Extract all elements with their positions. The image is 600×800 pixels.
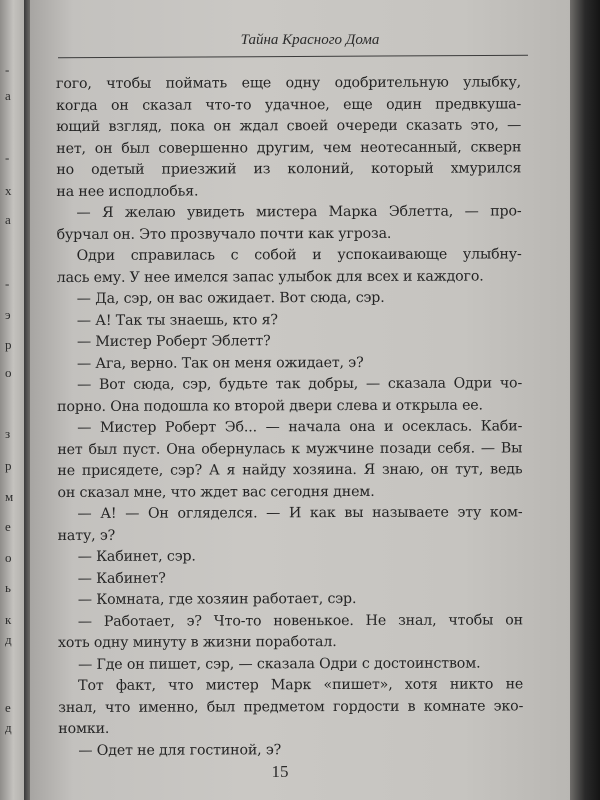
- text-line: — Где он пишет, сэр, — сказала Одри с достоинством.: [78, 655, 481, 673]
- text-line: — Комната, где хозяин работает, сэр.: [77, 590, 357, 608]
- facing-page-fragment: з: [5, 426, 11, 441]
- facing-page-fragment: -: [5, 276, 10, 291]
- text-line: знал, что именно, был предметом гордости в комнате эко-: [58, 697, 524, 716]
- facing-page-fragment: -: [5, 150, 10, 165]
- facing-page-fragment: а: [5, 212, 11, 227]
- facing-page-fragment: р: [5, 337, 12, 352]
- text-line: — Мистер Роберт Эб... — начала она и осеклась. Каби-: [77, 418, 523, 436]
- right-page-edge: [570, 0, 600, 800]
- text-line: Тот факт, что мистер Марк «пишет», хотя никто не: [78, 676, 524, 694]
- page-body-text: [56, 72, 523, 762]
- text-line: — Кабинет?: [77, 570, 166, 587]
- book-page: [30, 0, 570, 800]
- text-line: Одри справилась с собой и успокаивающе улыбну-: [76, 246, 522, 264]
- text-line: — Одет не для гостиной, э?: [78, 741, 282, 759]
- text-line: — Мистер Роберт Эблетт?: [76, 333, 271, 350]
- text-line: — Кабинет, сэр.: [77, 548, 196, 565]
- facing-page-fragment: д: [5, 632, 12, 647]
- text-line: номки.: [58, 720, 110, 737]
- text-line: на нее исподлобья.: [56, 183, 199, 200]
- text-line: хоть одну минуту в жизни поработал.: [57, 634, 337, 651]
- text-line: — Я желаю увидеть мистера Марка Эблетта, — про-: [76, 203, 522, 221]
- text-line: — Работает, э? Что-то новенькое. Не знал, чтобы он: [77, 611, 523, 630]
- text-line: — Вот сюда, сэр, будьте так добры, — сказала Одри чо-: [77, 375, 523, 393]
- facing-page-fragment: м: [5, 489, 14, 504]
- text-line: но одетый приезжий из колоний, который хмурился: [56, 160, 522, 178]
- text-line: он сказал мне, что ждет вас сегодня днем.: [57, 483, 375, 501]
- facing-page-fragment: о: [5, 365, 12, 380]
- text-line: нет, он был совершенно другим, чем неотесанный, скверн: [56, 138, 522, 157]
- facing-page-edge: [0, 0, 24, 800]
- facing-page-fragment: а: [5, 88, 11, 103]
- facing-page-fragment: э: [5, 307, 11, 322]
- header-rule: [58, 55, 528, 58]
- text-line: порно. Она подошла ко второй двери слева и открыла ее.: [57, 397, 483, 415]
- facing-page-fragment: к: [5, 612, 12, 627]
- text-line: — А! — Он огляделся. — И как вы называете эту ком-: [77, 504, 523, 522]
- text-line: не присядете, сэр? А я найду хозяина. Я знаю, он тут, ведь: [57, 461, 523, 479]
- text-line: гого, чтобы поймать еще одну одобрительную улыбку,: [56, 74, 522, 92]
- facing-page-fragment: д: [5, 720, 12, 735]
- facing-page-fragment: ь: [5, 580, 11, 595]
- text-line: ющий взгляд, пока он ждал своей очереди сказать это, —: [56, 117, 522, 135]
- facing-page-fragment: е: [5, 519, 11, 534]
- facing-page-fragment: о: [5, 550, 12, 565]
- text-line: — А! Так ты знаешь, кто я?: [76, 311, 278, 329]
- text-line: лась ему. У нее имелся запас улыбок для всех и каждого.: [56, 268, 484, 286]
- facing-page-fragment: р: [5, 458, 12, 473]
- text-line: бурчал он. Это прозвучало почти как угроза.: [56, 225, 392, 243]
- facing-page-fragment: х: [5, 183, 12, 198]
- facing-page-fragment: -: [5, 62, 10, 77]
- text-line: когда он сказал что-то удачное, еще один предвкуша-: [56, 95, 522, 114]
- running-head: Тайна Красного Дома: [240, 32, 380, 48]
- text-line: нату, э?: [57, 527, 116, 544]
- text-line: — Да, сэр, он вас ожидает. Вот сюда, сэр.: [76, 289, 385, 307]
- page-number: 15: [271, 762, 289, 781]
- text-line: нет был пуст. Она обернулась к мужчине позади себя. — Вы: [57, 439, 523, 458]
- facing-page-fragment: е: [5, 700, 11, 715]
- text-line: — Ага, верно. Так он меня ожидает, э?: [76, 354, 364, 372]
